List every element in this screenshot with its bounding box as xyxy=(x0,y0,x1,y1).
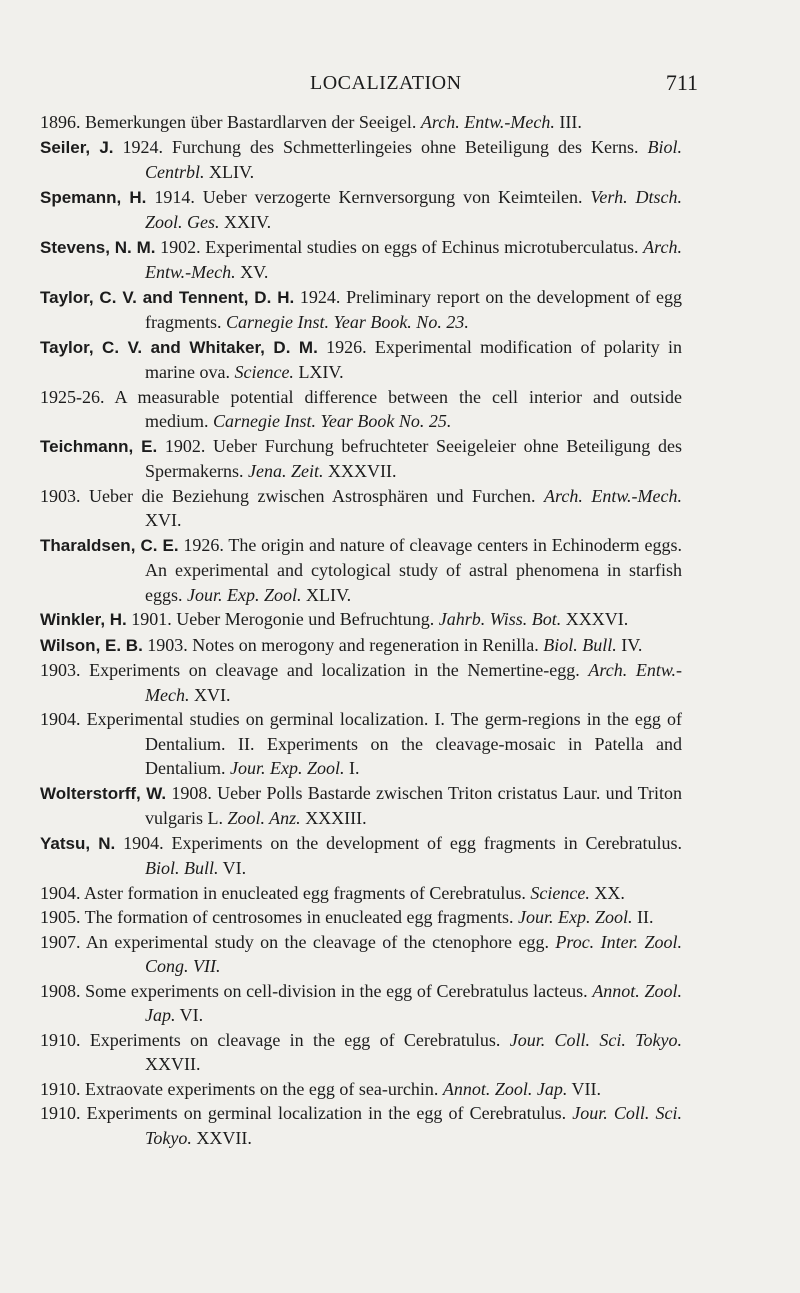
reference-entry xyxy=(40,434,682,484)
reference-title: Bemerkungen über Bastardlarven der Seeigel. xyxy=(80,112,421,132)
reference-year: 1903. xyxy=(40,485,81,506)
reference-year: 1907. xyxy=(40,931,81,952)
reference-entry xyxy=(40,185,683,235)
reference-volume: XV. xyxy=(235,262,269,282)
reference-entry xyxy=(40,930,683,979)
reference-entry xyxy=(40,335,683,385)
reference-volume: XXVII. xyxy=(145,1054,201,1074)
reference-entry xyxy=(40,484,682,533)
reference-journal: Zool. Anz. xyxy=(227,808,301,828)
reference-title: Aster formation in enucleated egg fragments of Cerebratulus. xyxy=(80,882,531,903)
reference-title: Preliminary report on the development of egg fragments. xyxy=(145,286,682,332)
reference-entry xyxy=(40,235,682,285)
reference-journal: Jour. Coll. Sci. Tokyo. xyxy=(145,1103,683,1148)
running-title: LOCALIZATION xyxy=(310,72,462,94)
reference-year: 1908. xyxy=(166,782,212,803)
reference-list xyxy=(0,110,800,1150)
reference-title: Experimental studies on germinal localization. I. The germ-regions in the egg of Dentalium. II. Experiments on the cleavage-mosaic in Patella and Dentalium. xyxy=(80,709,682,778)
reference-year: 1902. xyxy=(157,435,206,456)
reference-year: 1903. xyxy=(142,634,188,655)
reference-journal: Biol. Centrbl. xyxy=(145,136,683,182)
reference-entry xyxy=(40,385,682,434)
reference-title: Notes on merogony and regeneration in Renilla. xyxy=(187,634,544,655)
reference-title: Experiments on the development of egg fragments in Cerebratulus. xyxy=(163,832,683,853)
reference-journal: Science. xyxy=(530,882,590,903)
reference-year: 1904. xyxy=(40,709,81,729)
reference-volume: VI. xyxy=(175,1005,204,1025)
reference-year: 1905. xyxy=(40,907,81,927)
reference-entry xyxy=(40,979,682,1028)
reference-volume: XX. xyxy=(589,882,625,903)
reference-entry xyxy=(40,607,682,633)
reference-author: Wolterstorff, W. xyxy=(40,783,167,803)
reference-title: Ueber die Beziehung zwischen Astrosphären und Furchen. xyxy=(80,485,545,506)
reference-title: Some experiments on cell-division in the egg of Cerebratulus lacteus. xyxy=(80,980,593,1001)
reference-author: Stevens, N. M. xyxy=(40,237,156,257)
reference-volume: XXXIII. xyxy=(300,808,367,828)
page-number: 711 xyxy=(665,70,698,95)
reference-title: A measurable potential difference between the cell interior and outside medium. xyxy=(104,386,682,431)
reference-volume: XXVII. xyxy=(191,1127,252,1148)
reference-entry xyxy=(40,135,683,185)
reference-journal: Arch. Entw.-Mech. xyxy=(145,236,682,282)
reference-author: Winkler, H. xyxy=(40,610,127,629)
reference-entry xyxy=(40,285,682,335)
reference-journal: Annot. Zool. Jap. xyxy=(145,980,682,1025)
reference-title: Ueber Merogonie und Befruchtung. xyxy=(171,609,439,629)
reference-title: Experiments on germinal localization in the egg of Cerebratulus. xyxy=(80,1103,573,1123)
reference-author: Spemann, H. xyxy=(40,187,147,207)
reference-title: Experiments on cleavage in the egg of Cerebratulus. xyxy=(80,1029,510,1050)
reference-journal: Arch. Entw.-Mech. xyxy=(420,112,555,132)
reference-title: The formation of centrosomes in enucleated egg fragments. xyxy=(80,907,519,927)
reference-year: 1901. xyxy=(126,609,172,629)
reference-entry xyxy=(40,110,682,135)
reference-title: Experiments on cleavage and localization in the Nemertine-egg. xyxy=(80,660,589,680)
reference-entry xyxy=(40,831,683,881)
reference-journal: Jour. Exp. Zool. xyxy=(229,758,345,778)
reference-journal: Biol. Bull. xyxy=(543,634,617,655)
reference-entry xyxy=(40,533,682,608)
reference-volume: IV. xyxy=(616,634,643,655)
reference-entry xyxy=(40,658,683,707)
reference-year: 1904. xyxy=(40,882,81,903)
reference-volume: XVI. xyxy=(189,684,231,705)
reference-volume: XVI. xyxy=(145,510,182,530)
reference-volume: XXXVI. xyxy=(561,609,629,629)
reference-journal: Jena. Zeit. xyxy=(247,461,324,481)
reference-title: Furchung des Schmetterlingeies ohne Beteiligung des Kerns. xyxy=(163,136,648,157)
reference-volume: XLIV. xyxy=(301,584,352,605)
reference-entry xyxy=(40,1077,682,1102)
reference-journal: Jour. Exp. Zool. xyxy=(518,907,633,927)
reference-year: 1926. xyxy=(317,336,367,357)
reference-volume: XLIV. xyxy=(204,162,255,182)
running-head xyxy=(0,70,800,100)
reference-journal: Carnegie Inst. Year Book No. 25. xyxy=(213,411,452,431)
reference-journal: Arch. Entw.-Mech. xyxy=(145,660,683,705)
reference-year: 1908. xyxy=(40,980,81,1001)
reference-year: 1896. xyxy=(40,112,81,132)
reference-title: Ueber Furchung befruchteter Seeigeleier ohne Beteiligung des Spermakerns. xyxy=(145,435,682,481)
reference-year: 1910. xyxy=(40,1078,81,1099)
reference-year: 1903. xyxy=(40,660,81,680)
reference-volume: II. xyxy=(632,907,654,927)
reference-year: 1904. xyxy=(115,832,164,853)
reference-journal: Jahrb. Wiss. Bot. xyxy=(438,609,562,629)
reference-volume: VII. xyxy=(567,1078,602,1099)
reference-year: 1924. xyxy=(113,136,164,157)
reference-entry xyxy=(40,1028,682,1077)
reference-entry xyxy=(40,881,682,906)
reference-entry xyxy=(40,633,682,659)
reference-journal: Annot. Zool. Jap. xyxy=(442,1078,568,1099)
reference-entry xyxy=(40,781,682,831)
reference-year: 1910. xyxy=(40,1103,81,1123)
reference-journal: Biol. Bull. xyxy=(145,858,219,878)
reference-title: Experimental studies on eggs of Echinus microtuberculatus. xyxy=(200,236,644,257)
reference-entry xyxy=(40,1101,683,1150)
reference-author: Teichmann, E. xyxy=(40,436,158,456)
reference-volume: III. xyxy=(554,112,582,132)
reference-author: Seiler, J. xyxy=(40,137,114,157)
reference-year: 1926. xyxy=(178,534,224,555)
reference-author: Yatsu, N. xyxy=(40,833,116,853)
reference-title: The origin and nature of cleavage centers in Echinoderm eggs. An experimental and cytological study of astral phenomena in starfish eggs. xyxy=(145,534,682,605)
reference-journal: Jour. Exp. Zool. xyxy=(187,584,302,605)
reference-volume: LXIV. xyxy=(293,362,344,382)
reference-journal: Carnegie Inst. Year Book. No. 23. xyxy=(225,312,469,332)
reference-year: 1902. xyxy=(155,236,201,257)
reference-volume: VI. xyxy=(218,858,247,878)
reference-year: 1924. xyxy=(294,286,341,307)
reference-year: 1925-26. xyxy=(40,386,105,407)
reference-journal: Proc. Inter. Zool. Cong. VII. xyxy=(145,931,683,976)
reference-title: An experimental study on the cleavage of the ctenophore egg. xyxy=(80,931,556,952)
reference-journal: Verh. Dtsch. Zool. Ges. xyxy=(145,186,683,232)
reference-journal: Arch. Entw.-Mech. xyxy=(544,485,682,506)
reference-title: Ueber verzogerte Kernversorgung von Keimteilen. xyxy=(194,186,591,207)
reference-author: Wilson, E. B. xyxy=(40,635,143,655)
reference-year: 1910. xyxy=(40,1029,81,1050)
reference-entry xyxy=(40,707,682,781)
reference-year: 1914. xyxy=(146,186,195,207)
reference-journal: Jour. Coll. Sci. Tokyo. xyxy=(509,1029,682,1050)
reference-volume: XXIV. xyxy=(219,212,272,232)
reference-title: Extraovate experiments on the egg of sea-urchin. xyxy=(80,1078,443,1099)
reference-title: Experimental modification of polarity in marine ova. xyxy=(145,336,683,382)
reference-journal: Science. xyxy=(234,362,294,382)
reference-volume: I. xyxy=(344,758,360,778)
reference-title: Ueber Polls Bastarde zwischen Triton cristatus Laur. und Triton vulgaris L. xyxy=(145,782,682,828)
reference-author: Taylor, C. V. and Whitaker, D. M. xyxy=(40,337,318,357)
reference-entry xyxy=(40,905,682,930)
reference-author: Taylor, C. V. and Tennent, D. H. xyxy=(40,287,295,307)
reference-author: Tharaldsen, C. E. xyxy=(40,535,179,555)
reference-volume: XXXVII. xyxy=(323,461,397,481)
